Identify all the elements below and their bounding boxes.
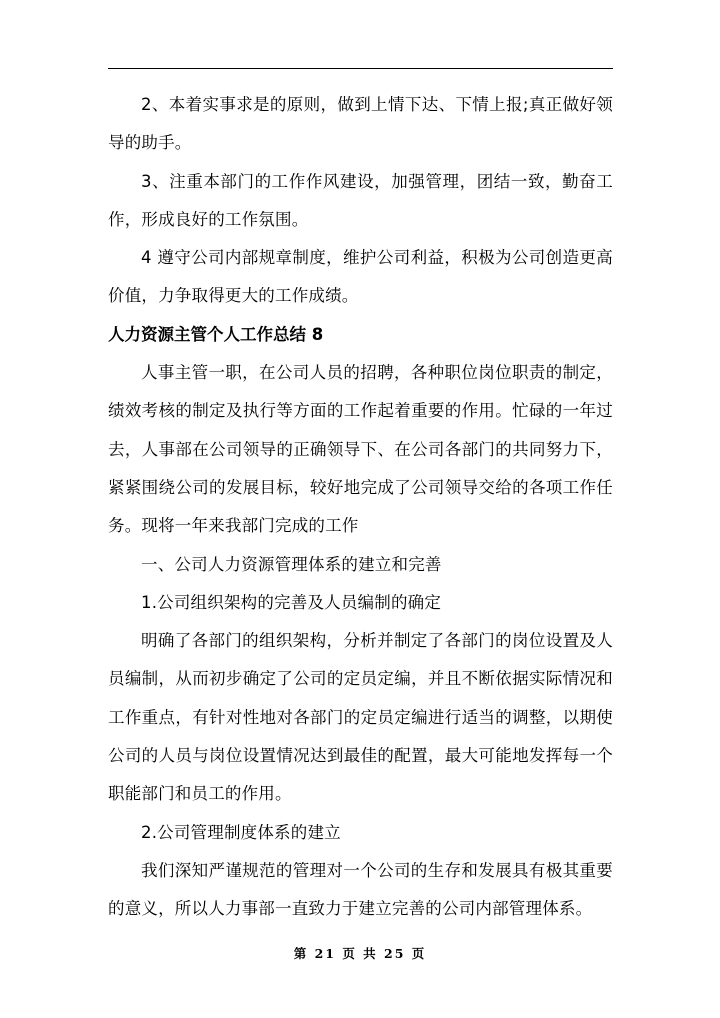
paragraph: 4 遵守公司内部规章制度，维护公司利益，积极为公司创造更高价值，力争取得更大的工作成绩。 [108,248,613,306]
paragraph: 人事主管一职，在公司人员的招聘，各种职位岗位职责的制定，绩效考核的制定及执行等方面的工作起着重要的作用。忙碌的一年过去，人事部在公司领导的正确领导下、在公司各部门的共同努力下，紧紧围绕公司的发展目标，较好地完成了公司领导交给的各项工作任务。现将一年来我部门完成的工作 [108,363,613,536]
header-rule [108,68,613,69]
page-number: 第 21 页 共 25 页 [293,946,427,961]
paragraph: 2.公司管理制度体系的建立 [141,822,341,842]
paragraph: 2、本着实事求是的原则，做到上情下达、下情上报;真正做好领导的助手。 [108,95,613,153]
paragraph: 3、注重本部门的工作作风建设，加强管理，团结一致，勤奋工作，形成良好的工作氛围。 [108,171,613,229]
document-body [108,86,613,929]
paragraph: 明确了各部门的组织架构，分析并制定了各部门的岗位设置及人员编制，从而初步确定了公司的定员定编，并且不断依据实际情况和工作重点，有针对性地对各部门的定员定编进行适当的调整，以期使公司的人员与岗位设置情况达到最佳的配置，最大可能地发挥每一个职能部门和员工的作用。 [108,631,613,804]
paragraph: 1.公司组织架构的完善及人员编制的确定 [141,592,442,612]
paragraph: 我们深知严谨规范的管理对一个公司的生存和发展具有极其重要的意义，所以人力事部一直致力于建立完善的公司内部管理体系。 [108,860,613,919]
section-heading: 人力资源主管个人工作总结 8 [108,324,324,344]
paragraph: 一、公司人力资源管理体系的建立和完善 [141,554,442,574]
